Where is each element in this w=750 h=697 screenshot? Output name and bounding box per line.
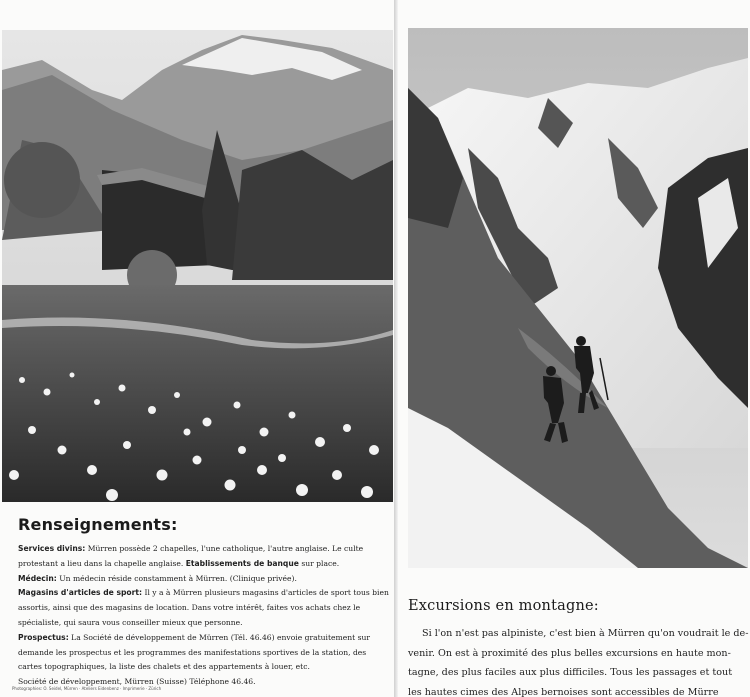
prospectus-label: Prospectus: xyxy=(18,632,69,642)
glacier-climbers-photo xyxy=(408,28,748,568)
information-section xyxy=(18,515,390,690)
banks-text: sur place. xyxy=(298,558,340,568)
excursions-line-1: Si l'on n'est pas alpiniste, c'est bien à Mürren qu'on voudrait le de- xyxy=(422,628,749,639)
information-title: Renseignements: xyxy=(18,515,178,534)
excursions-section xyxy=(408,598,750,697)
excursions-title: Excursions en montagne: xyxy=(408,598,599,614)
sport-shops-label: Magasins d'articles de sport: xyxy=(18,588,143,598)
doctor-label: Médecin: xyxy=(18,573,57,583)
right-page xyxy=(398,0,750,697)
sport-shops-text: Il y a à Mürren plusieurs magasins d'articles de sport tous bien assortis, ainsi que des magasins de location. Dans votre intérêt, faites vos achats chez le spécialiste, qui saura vous conseiller mieux que personne. xyxy=(18,588,389,627)
excursions-line-4: les hautes cimes des Alpes bernoises sont accessibles de Mürre xyxy=(408,686,719,697)
contact-line: Société de développement, Mürren (Suisse) Téléphone 46.46. xyxy=(18,677,256,687)
services-text: Mürren possède 2 chapelles, l'une catholique, l'autre anglaise. Le culte protestant a lieu dans la chapelle anglaise. xyxy=(18,544,364,568)
excursions-line-2: venir. On est à proximité des plus belles excursions en haute mon- xyxy=(408,647,731,659)
photo-credits: Photographies: O. Seidel, Mürren · Ateliers Eidenbenz · Imprimerie · Zürich xyxy=(12,686,162,691)
prospectus-text: La Société de développement de Mürren (Tél. 46.46) envoie gratuitement sur demande les prospectus et les programmes des manifestations sportives de la station, des cartes topographiques, la liste des chalets et des appartements à louer, etc. xyxy=(18,632,370,672)
banks-label: Etablissements de banque xyxy=(185,558,299,568)
services-label: Services divins: xyxy=(18,544,86,553)
excursions-line-3: tagne, des plus faciles aux plus difficiles. Tous les passages et tout xyxy=(408,667,733,679)
doctor-text: Un médecin réside constamment à Mürren. (Clinique privée). xyxy=(56,573,297,583)
information-text xyxy=(18,542,390,690)
chalet-crocus-meadow-photo xyxy=(2,30,393,502)
